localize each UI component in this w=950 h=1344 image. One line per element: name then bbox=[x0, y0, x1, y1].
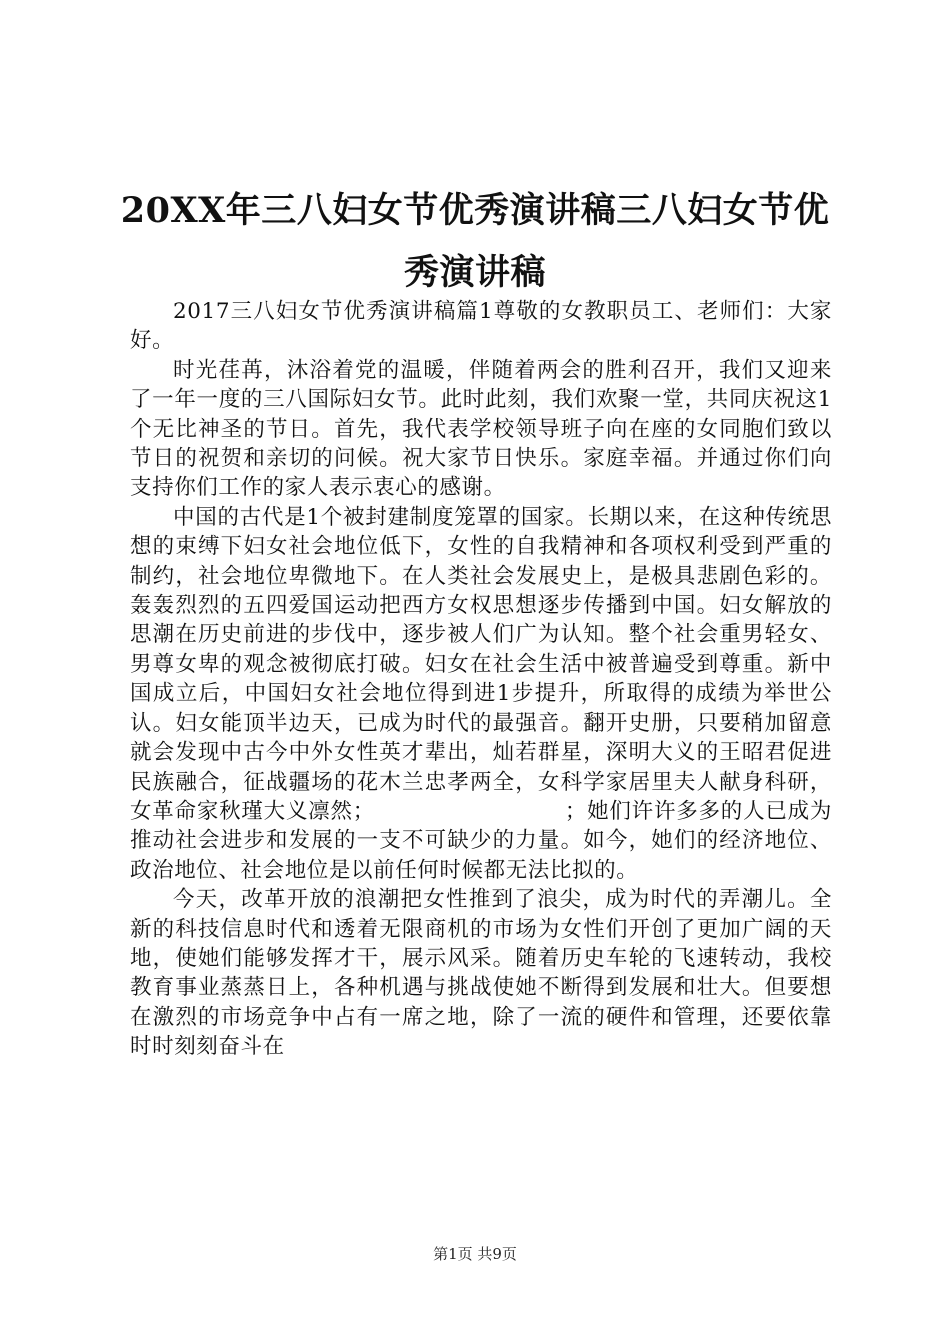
paragraph-4: 今天，改革开放的浪潮把女性推到了浪尖，成为时代的弄潮儿。全新的科技信息时代和透着无限商机的市场为女性们开创了更加广阔的天地，使她们能够发挥才干，展示风采。随着历史车轮的飞速转动，我校教育事业蒸蒸日上，各种机遇与挑战使她不断得到发展和壮大。但要想在激烈的市场竞争中占有一席之地，除了一流的硬件和管理，还要依靠时时刻刻奋斗在 bbox=[130, 887, 832, 1060]
page-number-footer: 第1页 共9页 bbox=[433, 1245, 517, 1263]
document-body bbox=[130, 297, 832, 1062]
title-line-2: 秀演讲稿 bbox=[403, 252, 546, 293]
paragraph-1: 2017三八妇女节优秀演讲稿篇1尊敬的女教职员工、老师们：大家好。 bbox=[130, 299, 832, 354]
paragraph-2: 时光荏苒，沐浴着党的温暖，伴随着两会的胜利召开，我们又迎来了一年一度的三八国际妇女节。此时此刻，我们欢聚一堂，共同庆祝这1个无比神圣的节日。首先，我代表学校领导班子向在座的女同胞们致以节日的祝贺和亲切的问候。祝大家节日快乐。家庭幸福。并通过你们向支持你们工作的家人表示衷心的感谢。 bbox=[130, 357, 832, 501]
document-title bbox=[110, 180, 840, 304]
title-line-1: 20XX年三八妇女节优秀演讲稿三八妇女节优 bbox=[120, 190, 830, 231]
paragraph-3: 中国的古代是1个被封建制度笼罩的国家。长期以来，在这种传统思想的束缚下妇女社会地位低下，女性的自我精神和各项权利受到严重的制约，社会地位卑微地下。在人类社会发展史上，是极具悲剧色彩的。轰轰烈烈的五四爱国运动把西方女权思想逐步传播到中国。妇女解放的思潮在历史前进的步伐中，逐步被人们广为认知。整个社会重男轻女、男尊女卑的观念被彻底打破。妇女在社会生活中被普遍受到尊重。新中国成立后，中国妇女社会地位得到进1步提升，所取得的成绩为举世公认。妇女能顶半边天，已成为时代的最强音。翻开史册，只要稍加留意就会发现中古今中外女性英才辈出，灿若群星，深明大义的王昭君促进民族融合，征战疆场的花木兰忠孝两全，女科学家居里夫人献身科研，女革命家秋瑾大义凛然； ；她们许许多多的人已成为推动社会进步和发展的一支不可缺少的力量。如今，她们的经济地位、政治地位、社会地位是以前任何时候都无法比拟的。 bbox=[130, 504, 832, 883]
